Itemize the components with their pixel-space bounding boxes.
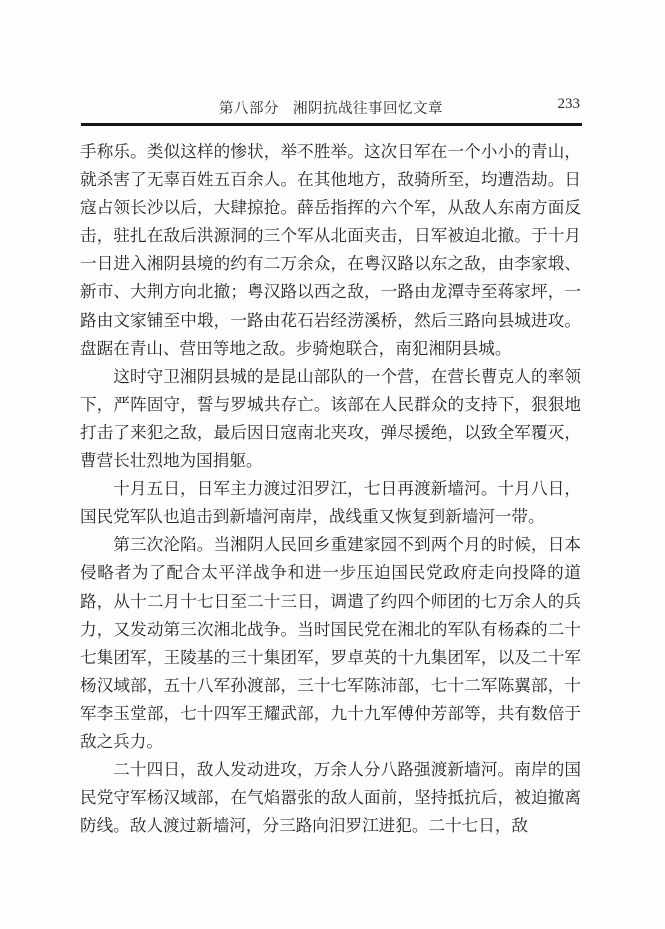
page-body-text xyxy=(80,138,581,840)
header-divider-rule xyxy=(81,123,582,126)
paragraph-continuation: 手称乐。类似这样的惨状，举不胜举。这次日军在一个小小的青山，就杀害了无辜百姓五百余人。在其他地方，敌骑所至，均遭浩劫。日寇占领长沙以后，大肆掠抢。薛岳指挥的六个军，从敌人东南方面反击，驻扎在敌后洪源洞的三个军从北面夹击，日军被迫北撤。于十月一日进入湘阴县境的约有二万余众，在粤汉路以东之敌，由李家塅、新市、大荆方向北撤；粤汉路以西之敌，一路由龙潭寺至蒋家坪，一路由文家铺至中塅，一路由花石岩经涝溪桥，然后三路向县城进攻。盘踞在青山、营田等地之敌。步骑炮联合，南犯湘阴县城。 xyxy=(80,142,581,358)
page-number: 233 xyxy=(557,96,580,112)
section-label: 第八部分 xyxy=(219,101,279,117)
paragraph: 二十四日，敌人发动进攻，万余人分八路强渡新墙河。南岸的国民党守军杨汉域部，在气焰嚣张的敌人面前，坚持抵抗后，被迫撤离防线。敌人渡过新墙河，分三路向汨罗江进犯。二十七日，敌 xyxy=(80,760,581,836)
paragraph: 第三次沦陷。当湘阴人民回乡重建家园不到两个月的时候，日本侵略者为了配合太平洋战争和进一步压迫国民党政府走向投降的道路，从十二月十七日至二十三日，调遣了约四个师团的七万余人的兵力，又发动第三次湘北战争。当时国民党在湘北的军队有杨森的二十七集团军，王陵基的三十集团军，罗卓英的十九集团军，以及二十军杨汉域部，五十八军孙渡部，三十七军陈沛部，七十二军陈翼部，十军李玉堂部，七十四军王耀武部，九十九军傅仲芳部等，共有数倍于敌之兵力。 xyxy=(80,535,581,751)
paragraph: 十月五日，日军主力渡过汨罗江，七日再渡新墙河。十月八日，国民党军队也追击到新墙河南岸，战线重又恢复到新墙河一带。 xyxy=(80,479,581,527)
paragraph: 这时守卫湘阴县城的是昆山部队的一个营，在营长曹克人的率领下，严阵固守，誓与罗城共存亡。该部在人民群众的支持下，狠狠地打击了来犯之敌，最后因日寇南北夹攻，弹尽援绝，以致全军覆灭，曹营长壮烈地为国捐躯。 xyxy=(80,366,581,471)
chapter-title-label: 湘阴抗战往事回忆文章 xyxy=(293,101,443,117)
page-header xyxy=(81,97,581,119)
chapter-heading xyxy=(81,97,581,118)
